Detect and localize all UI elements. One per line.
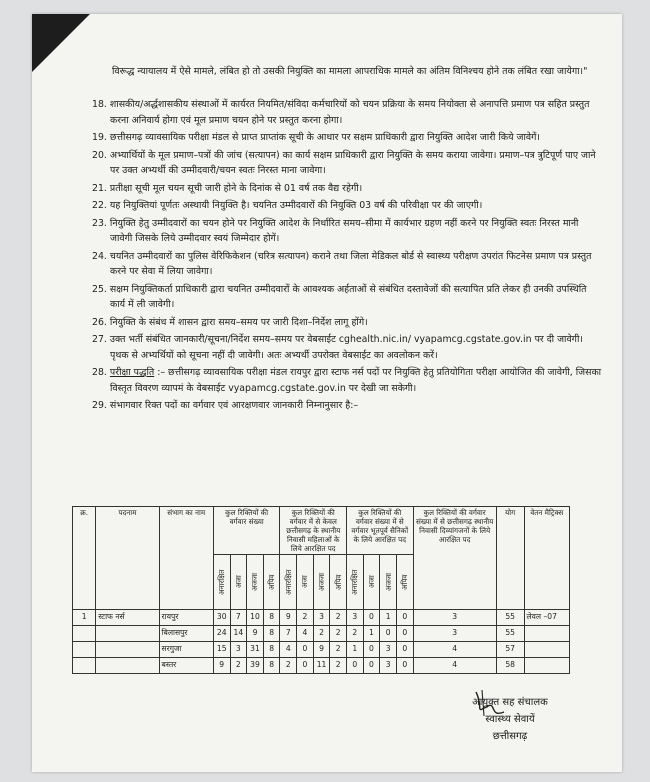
cell-total: 3 [230, 642, 247, 658]
item-text: छत्तीसगढ़ व्यावसायिक परीक्षा मंडल से प्राप्त प्राप्तांक सूची के आधार पर सक्षम प्राधिकारी द्वारा नियुक्ति आदेश जारी किये जावेगें। [109, 132, 540, 143]
cell-women: 2 [330, 642, 347, 658]
item-text: नियुक्ति हेतु उम्मीदवारों का चयन होने पर नियुक्ति आदेश के निर्धारित समय–सीमा में कार्यभार ग्रहण नहीं करने पर नियुक्ति स्वतः निरस्त मानी जावेगी जिसके लिये उम्मीदवार स्वयं जिम्मेदार होगें। [109, 217, 579, 244]
header-post: पदनाम [96, 507, 159, 610]
category-label: अजा [366, 575, 376, 589]
header-category [347, 555, 364, 610]
cell-division: रायपुर [159, 610, 213, 626]
cell-total: 2 [230, 658, 247, 674]
item-text: संभागवार रिक्त पदों का वर्गवार एवं आरक्षणवार जानकारी निम्नानुसार है:– [109, 400, 359, 411]
cell-sum: 57 [496, 642, 524, 658]
cell-exservicemen: 1 [347, 642, 364, 658]
signature-line-3: छत्तीसगढ़ [492, 731, 528, 742]
item-number: 26. [92, 316, 107, 328]
item-text: शासकीय/अर्द्धशासकीय संस्थाओं में कार्यरत नियमित/संविदा कर्मचारियों को चयन प्रक्रिया के समय नियोक्ता से अनापत्ति प्रमाण पत्र सहित प्रस्तुत करना अनिवार्य होगा एवं मूल प्रमाण चयन होने पर प्रस्तुत करना होगा। [109, 99, 590, 126]
cell-total: 9 [213, 658, 230, 674]
cell-exservicemen: 2 [347, 626, 364, 642]
cell-total: 7 [230, 610, 247, 626]
category-label: अपिव [267, 574, 277, 590]
header-category [313, 555, 330, 610]
cell-total: 14 [230, 626, 247, 642]
cell-exservicemen: 0 [380, 626, 397, 642]
item-number: 19. [92, 132, 107, 143]
cell-disabled: 4 [413, 658, 496, 674]
cell-disabled: 3 [413, 626, 496, 642]
header-category [380, 555, 397, 610]
cell-pay [524, 658, 569, 674]
cell-total: 30 [213, 610, 230, 626]
cell-total: 8 [263, 626, 280, 642]
cell-exservicemen: 0 [347, 658, 364, 674]
cell-total: 8 [263, 642, 280, 658]
header-sum: योग [496, 507, 524, 610]
category-label: अपिव [400, 574, 410, 590]
category-label: अनारक्षित [283, 569, 293, 595]
cell-pay: लेवल –07 [524, 610, 569, 626]
conditions-list [92, 97, 602, 416]
category-label: अजजा [317, 572, 327, 592]
category-label: अजजा [250, 572, 260, 592]
item-number: 23. [92, 217, 107, 229]
cell-pay [524, 642, 569, 658]
list-item [92, 148, 602, 179]
scan-corner-shadow [32, 14, 90, 72]
cell-women: 4 [280, 642, 297, 658]
item-number: 18. [92, 99, 107, 110]
list-item [92, 130, 602, 146]
cell-sr: 1 [73, 610, 96, 626]
category-label: अनारक्षित [217, 569, 227, 595]
item-number: 20. [92, 149, 107, 161]
header-sr: क्र. [73, 507, 96, 610]
cell-sr [73, 642, 96, 658]
list-item [92, 365, 602, 396]
cell-total: 15 [213, 642, 230, 658]
cell-total: 9 [247, 626, 264, 642]
list-item [92, 315, 602, 331]
item-number: 27. [92, 334, 107, 345]
table-row [73, 642, 570, 658]
table-row [73, 610, 570, 626]
item-number: 28. [92, 367, 107, 378]
list-item [92, 216, 602, 247]
cell-exservicemen: 3 [380, 642, 397, 658]
cell-exservicemen: 0 [396, 610, 413, 626]
cell-exservicemen: 1 [363, 626, 380, 642]
cell-women: 7 [280, 626, 297, 642]
cell-exservicemen: 0 [396, 626, 413, 642]
item-text: प्रतीक्षा सूची मूल चयन सूची जारी होने के दिनांक से 01 वर्ष तक वैद्य रहेगी। [109, 182, 363, 194]
cell-total: 8 [263, 658, 280, 674]
cell-division: सरगुजा [159, 642, 213, 658]
list-item [92, 332, 602, 363]
vacancy-table [72, 506, 570, 674]
cell-women: 2 [313, 626, 330, 642]
cell-women: 3 [313, 610, 330, 626]
item-number: 24. [92, 250, 107, 262]
cell-total: 39 [247, 658, 264, 674]
cell-women: 0 [297, 658, 314, 674]
cell-exservicemen: 0 [396, 658, 413, 674]
header-category [230, 555, 247, 610]
header-category [263, 555, 280, 610]
cell-women: 2 [330, 626, 347, 642]
item-text: यह नियुक्तियां पूर्णतः अस्थायी नियुक्ति है। चयनित उम्मीदवारों की नियुक्ति 03 वर्ष की परिवीक्षा पर की जाएगी। [109, 200, 483, 211]
intro-paragraph [112, 64, 602, 80]
intro-text: विरूद्ध न्यायालय में ऐसे मामले, लंबित हो तो उसकी नियुक्ति का मामला आपराधिक मामले का अंतिम विनिश्चय होने तक लंबित रखा जायेगा।" [112, 66, 588, 77]
cell-women: 2 [280, 658, 297, 674]
cell-sum: 58 [496, 658, 524, 674]
item-number: 22. [92, 200, 107, 211]
header-category [280, 555, 297, 610]
category-label: अजजा [383, 572, 393, 592]
cell-exservicemen: 0 [396, 642, 413, 658]
header-category [213, 555, 230, 610]
cell-division: बस्तर [159, 658, 213, 674]
cell-disabled: 3 [413, 610, 496, 626]
header-category [297, 555, 314, 610]
header-category [396, 555, 413, 610]
cell-exservicemen: 0 [363, 658, 380, 674]
cell-women: 2 [297, 610, 314, 626]
list-item [92, 249, 602, 280]
item-number: 25. [92, 283, 107, 295]
table-row [73, 626, 570, 642]
cell-women: 11 [313, 658, 330, 674]
cell-women: 4 [297, 626, 314, 642]
list-item [92, 97, 602, 128]
cell-women: 2 [330, 610, 347, 626]
cell-exservicemen: 3 [347, 610, 364, 626]
cell-total: 24 [213, 626, 230, 642]
header-pay: वेतन मैट्रिक्स [524, 507, 569, 610]
table-row [73, 658, 570, 674]
header-total: कुल रिक्तियों की वर्गवार संख्या [213, 507, 280, 555]
cell-division: बिलासपुर [159, 626, 213, 642]
cell-exservicemen: 3 [380, 658, 397, 674]
category-label: अजा [233, 575, 243, 589]
category-label: अनारक्षित [350, 569, 360, 595]
signature-line-1: आयुक्त सह संचालक [472, 697, 548, 708]
cell-women: 9 [280, 610, 297, 626]
list-item [92, 181, 602, 197]
cell-post [96, 626, 159, 642]
header-category [247, 555, 264, 610]
cell-disabled: 4 [413, 642, 496, 658]
cell-sr [73, 658, 96, 674]
cell-total: 10 [247, 610, 264, 626]
header-category [330, 555, 347, 610]
cell-exservicemen: 0 [363, 610, 380, 626]
cell-sum: 55 [496, 626, 524, 642]
cell-post [96, 658, 159, 674]
item-text: चयनित उम्मीदवारों का पुलिस वेरिफिकेशन (चरित्र सत्यापन) कराने तथा जिला मेडिकल बोर्ड से स्वास्थ्य परीक्षण उपरांत फिटनेस प्रमाण पत्र प्रस्तुत करने पर सेवा में लिया जावेगा। [109, 250, 592, 277]
header-women: कुल रिक्तियों की वर्गवार में से केवल छत्तीसगढ़ के स्थानीय निवासी महिलाओं के लिये आरक्षित पद [280, 507, 347, 555]
signature-block [440, 694, 580, 745]
item-number: 21. [92, 182, 107, 194]
cell-total: 8 [263, 610, 280, 626]
item-text: अभ्यार्थियों के मूल प्रमाण–पत्रों की जांच (सत्यापन) का कार्य सक्षम प्राधिकारी द्वारा नियुक्ति के समय कराया जावेगा। प्रमाण–पत्र त्रुटिपूर्ण पाए जाने पर उक्त अभ्यर्थी की उम्मीदवारी/चयन स्वतः निरस्त माना जावेगा। [109, 149, 596, 176]
item-text: सक्षम नियुक्तिकर्ता प्राधिकारी द्वारा चयनित उम्मीदवारों के आवश्यक अर्हताओं से संबंधित दस्तावेजों की सत्यापित प्रति लेकर ही उनकी उपस्थिति कार्य में ली जावेगी। [109, 283, 587, 310]
cell-post [96, 642, 159, 658]
header-disabled: कुल रिक्तियों की वर्गवार संख्या में से छत्तीसगढ़ स्थानीय निवासी दिव्यांगजनों के लिये आरक्षित पद [413, 507, 496, 610]
item-text: नियुक्ति के संबंध में शासन द्वारा समय–समय पर जारी दिशा–निर्देश लागू होंगे। [109, 316, 368, 328]
header-category [363, 555, 380, 610]
item-text: उक्त भर्ती संबंधित जानकारी/सूचना/निर्देश समय–समय पर वेबसाईट cghealth.nic.in/ vyapamcg.cgstate.gov.in पर दी जावेगी। पृथक से अभ्यर्थियों को सूचना नहीं दी जावेगी। अतः अभ्यर्थी उपरोक्त वेबसाईट का अवलोकन करें। [109, 334, 583, 361]
cell-exservicemen: 1 [380, 610, 397, 626]
cell-women: 0 [297, 642, 314, 658]
list-item [92, 398, 602, 414]
cell-pay [524, 626, 569, 642]
list-item [92, 282, 602, 313]
list-item [92, 198, 602, 214]
cell-exservicemen: 0 [363, 642, 380, 658]
cell-total: 31 [247, 642, 264, 658]
cell-women: 2 [330, 658, 347, 674]
cell-post: स्टाफ नर्स [96, 610, 159, 626]
item-number: 29. [92, 400, 107, 411]
cell-sr [73, 626, 96, 642]
cell-sum: 55 [496, 610, 524, 626]
header-division: संभाग का नाम [159, 507, 213, 610]
signature-line-2: स्वास्थ्य सेवायें [485, 714, 535, 725]
item-text: :– छत्तीसगढ़ व्यावसायिक परीक्षा मंडल रायपुर द्वारा स्टाफ नर्स पदों पर नियुक्ति हेतु प्रतियोगिता परीक्षा आयोजित की जावेगी, जिसका विस्तृत विवरण व्यापमं के वेबसाईट vyapamcg.cgstate.gov.in पर देखी जा सकेगी। [110, 367, 602, 394]
header-exservicemen: कुल रिक्तियों की वर्गवार संख्या में से वर्गवार भूतपूर्व सैनिकों के लिये आरक्षित पद [347, 507, 414, 555]
category-label: अजा [300, 575, 310, 589]
cell-women: 9 [313, 642, 330, 658]
item-label: परीक्षा पद्धति [109, 367, 155, 378]
category-label: अपिव [333, 574, 343, 590]
